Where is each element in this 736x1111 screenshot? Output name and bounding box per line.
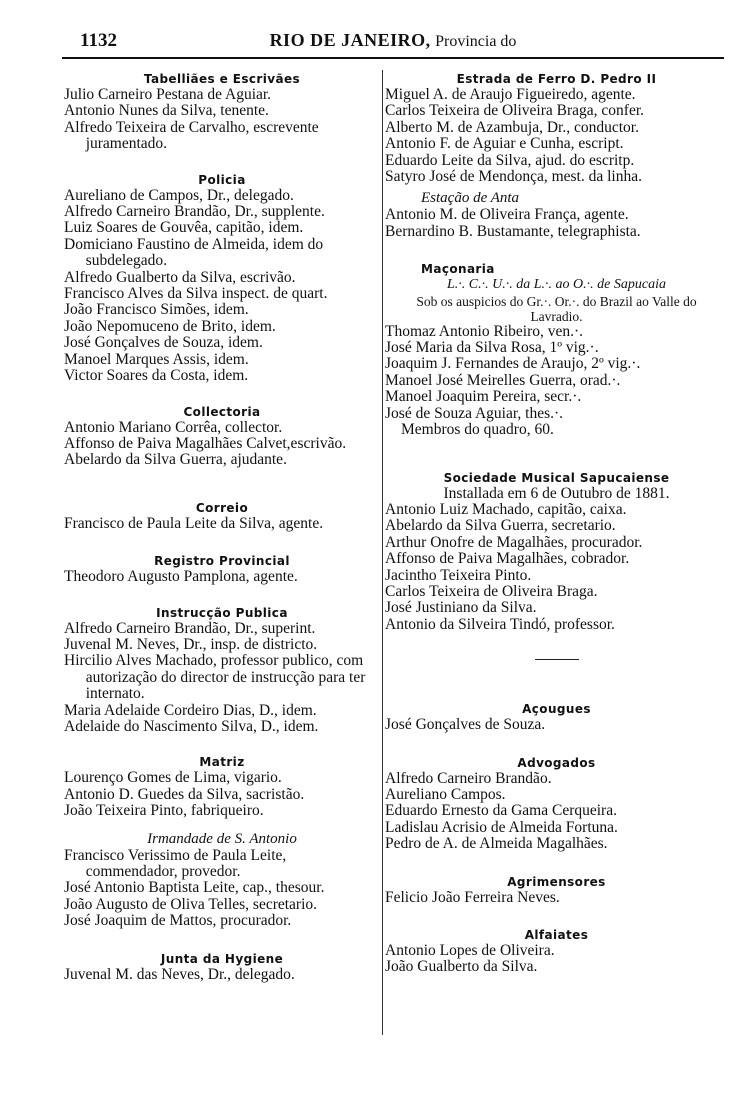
list-item: Pedro de A. de Almeida Magalhães.	[385, 836, 608, 853]
founded-line: Installada em 6 de Outubro de 1881.	[443, 485, 670, 502]
list-item: José Antonio Baptista Leite, cap., thesour.	[64, 880, 325, 897]
section-heading: Correio	[195, 500, 249, 515]
list-item: Abelardo da Silva Guerra, secretario.	[385, 518, 616, 535]
list-item: Antonio Lopes de Oliveira.	[385, 943, 555, 959]
section-heading: Agrimensores	[507, 874, 606, 889]
list-item: Antonio D. Guedes da Silva, sacristão.	[64, 786, 305, 803]
section-heading: Junta da Hygiene	[160, 951, 284, 966]
list-item: Arthur Onofre de Magalhães, procurador.	[385, 534, 643, 551]
list-item: Victor Soares da Costa, idem.	[64, 368, 249, 385]
list-item: Luiz Soares de Gouvêa, capitão, idem.	[64, 220, 304, 237]
list-item: João Gualberto da Silva.	[385, 959, 538, 976]
list-item: Antonio da Silveira Tindó, professor.	[385, 616, 615, 633]
section-heading: Maçonaria	[421, 262, 495, 277]
section-heading: Advogados	[517, 755, 596, 770]
list-item: Affonso de Paiva Magalhães, cobrador.	[385, 551, 630, 568]
right-column	[385, 72, 728, 976]
list-item: Lourenço Gomes de Lima, vigario.	[64, 770, 282, 787]
list-item: Alberto M. de Azambuja, Dr., conductor.	[385, 119, 639, 136]
section-heading: Açougues	[522, 702, 591, 717]
list-item: Francisco Verissimo de Paula Leite, commendador, provedor.	[64, 847, 287, 880]
section-subheading: Estação de Anta	[421, 190, 520, 207]
section-correio	[64, 501, 380, 532]
list-item: Antonio Nunes da Silva, tenente.	[64, 103, 269, 120]
section-matriz	[64, 755, 380, 819]
section-irmandade	[64, 830, 380, 930]
section-heading: Registro Provincial	[154, 554, 290, 569]
list-item: Manoel Marques Assis, idem.	[64, 351, 249, 368]
column-divider	[382, 70, 383, 1035]
list-item: Alfredo Carneiro Brandão.	[385, 770, 552, 787]
section-heading: Alfaiates	[524, 928, 589, 942]
list-item: Juvenal M. Neves, Dr., insp. de districto.	[64, 636, 318, 653]
list-item: José Gonçalves de Souza.	[385, 717, 546, 734]
section-tabelliaes	[64, 72, 380, 153]
list-item: José Gonçalves de Souza, idem.	[64, 335, 263, 352]
members-count: Membros do quadro, 60.	[401, 422, 554, 439]
list-item: João Teixeira Pinto, fabriqueiro.	[64, 803, 264, 820]
list-item: Felicio João Ferreira Neves.	[385, 889, 560, 906]
list-item: Joaquim J. Fernandes de Araujo, 2º vig.·.	[385, 356, 641, 373]
list-item: Antonio M. de Oliveira França, agente.	[385, 207, 629, 224]
list-item: Alfredo Carneiro Brandão, Dr., supplente.	[64, 204, 325, 221]
lodge-name: L.·. C.·. U.·. da L.·. ao O.·. de Sapucaia	[447, 277, 666, 293]
section-advogados	[385, 756, 728, 853]
list-item: Carlos Teixeira de Oliveira Braga, confer.	[385, 103, 645, 120]
section-subheading: Irmandade de S. Antonio	[147, 830, 297, 847]
section-collectoria	[64, 405, 380, 469]
page-title-sub: Provincia do	[435, 33, 517, 50]
list-item: Domiciano Faustino de Almeida, idem do subdelegado.	[64, 236, 324, 270]
section-heading: Instrucção Publica	[156, 605, 288, 620]
section-separator	[535, 659, 579, 660]
list-item: Antonio Luiz Machado, capitão, caixa.	[385, 501, 627, 518]
list-item: Alfredo Carneiro Brandão, Dr., superint.	[64, 620, 316, 637]
list-item: Miguel A. de Araujo Figueiredo, agente.	[385, 87, 636, 103]
section-heading: Matriz	[199, 755, 245, 770]
list-item: João Francisco Simões, idem.	[64, 302, 249, 319]
section-heading: Estrada de Ferro D. Pedro II	[456, 72, 657, 86]
section-sociedade-musical	[385, 471, 728, 634]
list-item: Antonio Mariano Corrêa, collector.	[64, 419, 283, 436]
list-item: Hircilio Alves Machado, professor publico, com autorização do director de instrucção para ter internato.	[64, 653, 366, 703]
list-item: Alfredo Gualberto da Silva, escrivão.	[64, 269, 296, 286]
section-heading: Sociedade Musical Sapucaiense	[443, 470, 670, 485]
page-number: 1132	[80, 30, 117, 51]
section-registro-provincial	[64, 554, 380, 585]
list-item: Eduardo Ernesto da Gama Cerqueira.	[385, 803, 617, 820]
section-instruccao-publica	[64, 606, 380, 736]
list-item: José de Souza Aguiar, thes.·.	[385, 405, 564, 422]
list-item: João Augusto de Oliva Telles, secretario.	[64, 896, 318, 913]
header-rule	[62, 57, 724, 59]
list-item: João Nepomuceno de Brito, idem.	[64, 318, 276, 335]
section-maconaria	[385, 262, 728, 438]
list-item: Affonso de Paiva Magalhães Calvet,escrivão.	[64, 435, 347, 452]
list-item: Carlos Teixeira de Oliveira Braga.	[385, 583, 598, 600]
page-title-main: RIO DE JANEIRO,	[269, 30, 431, 50]
section-junta-hygiene	[64, 952, 380, 983]
list-item: Manoel José Meirelles Guerra, orad.·.	[385, 372, 621, 389]
lodge-auspices: Sob os auspicios do Gr.·. Or.·. do Brazil ao Valle do Lavradio.	[416, 293, 697, 324]
list-item: Antonio F. de Aguiar e Cunha, escript.	[385, 136, 624, 153]
list-item: Juvenal M. das Neves, Dr., delegado.	[64, 966, 295, 983]
list-item: Alfredo Teixeira de Carvalho, escrevente juramentado.	[64, 119, 319, 153]
section-heading: Tabelliães e Escrivães	[143, 72, 301, 86]
list-item: Eduardo Leite da Silva, ajud. do escritp.	[385, 152, 635, 169]
list-item: Abelardo da Silva Guerra, ajudante.	[64, 452, 287, 469]
section-heading: Collectoria	[183, 404, 261, 419]
list-item: Francisco Alves da Silva inspect. de quart.	[64, 286, 328, 303]
list-item: Theodoro Augusto Pamplona, agente.	[64, 569, 298, 586]
list-item: Julio Carneiro Pestana de Aguiar.	[64, 87, 272, 103]
section-heading: Policia	[198, 172, 246, 187]
list-item: Jacintho Teixeira Pinto.	[385, 567, 532, 584]
list-item: Aureliano de Campos, Dr., delegado.	[64, 187, 294, 204]
list-item: Ladislau Acrisio de Almeida Fortuna.	[385, 819, 618, 836]
section-alfaiates	[385, 928, 728, 976]
page-title	[62, 30, 724, 51]
section-policia	[64, 173, 380, 385]
left-column	[64, 72, 380, 983]
list-item: Maria Adelaide Cordeiro Dias, D., idem.	[64, 702, 317, 719]
list-item: Adelaide do Nascimento Silva, D., idem.	[64, 718, 319, 735]
section-estacao-anta	[385, 189, 728, 240]
list-item: José Maria da Silva Rosa, 1º vig.·.	[385, 340, 599, 357]
list-item: Satyro José de Mendonça, mest. da linha.	[385, 169, 642, 186]
list-item: Thomaz Antonio Ribeiro, ven.·.	[385, 323, 584, 340]
section-agrimensores	[385, 875, 728, 906]
section-acougues	[385, 702, 728, 733]
section-estrada-ferro	[385, 72, 728, 185]
list-item: Francisco de Paula Leite da Silva, agente.	[64, 515, 324, 532]
page-header	[62, 30, 724, 54]
list-item: Bernardino B. Bustamante, telegraphista.	[385, 223, 641, 240]
list-item: José Justiniano da Silva.	[385, 600, 537, 617]
list-item: Manoel Joaquim Pereira, secr.·.	[385, 389, 582, 406]
list-item: José Joaquim de Mattos, procurador.	[64, 913, 292, 930]
list-item: Aureliano Campos.	[385, 786, 506, 803]
